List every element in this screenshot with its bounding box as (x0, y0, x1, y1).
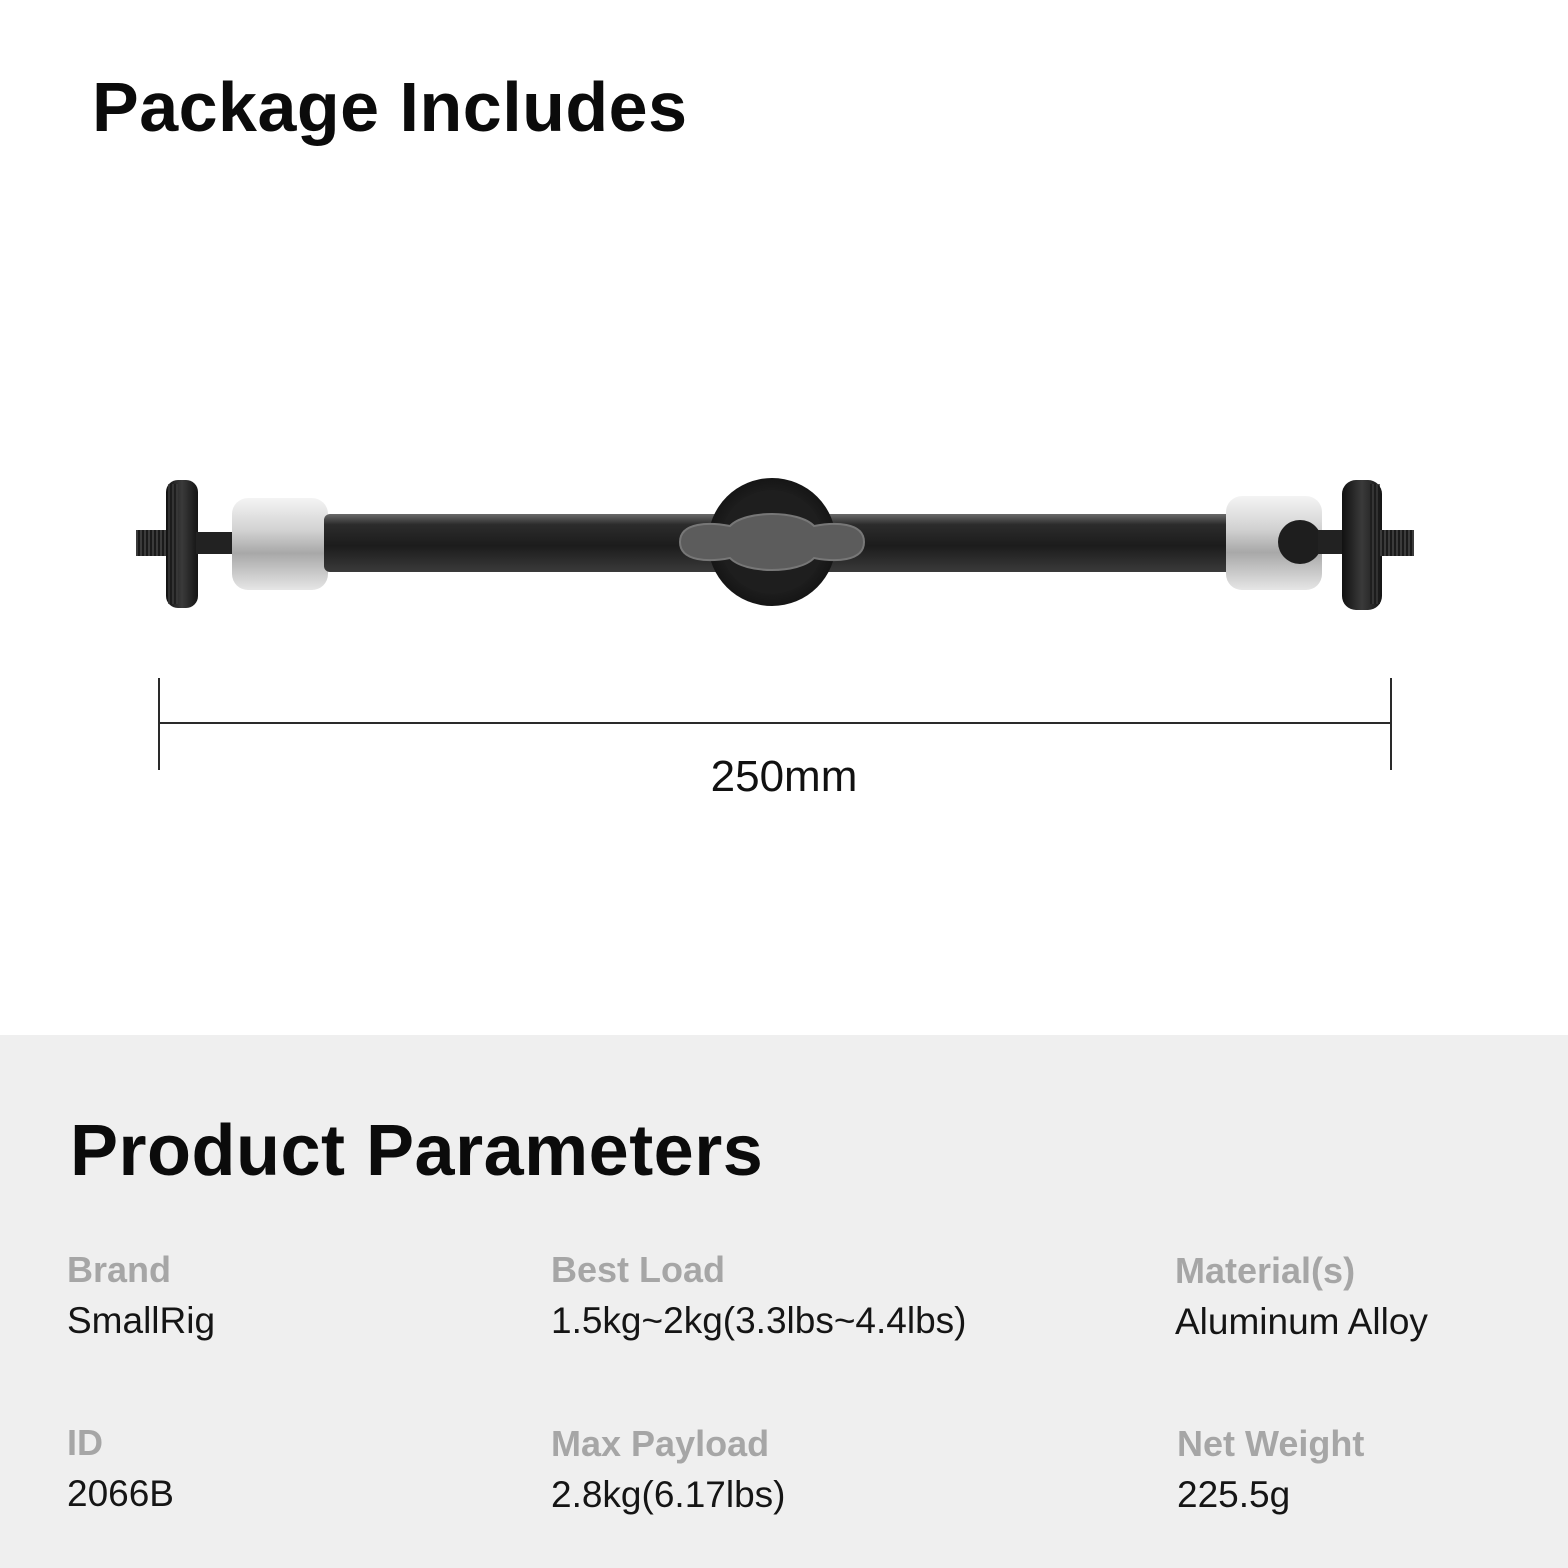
dimension-bar (158, 722, 1392, 724)
param-value: 1.5kg~2kg(3.3lbs~4.4lbs) (551, 1300, 967, 1341)
param-materials (1175, 1250, 1428, 1342)
package-title: Package Includes (92, 68, 688, 146)
param-value: 225.5g (1177, 1474, 1291, 1515)
param-label: Net Weight (1177, 1423, 1365, 1464)
dimension-label: 250mm (710, 752, 858, 801)
param-label: ID (67, 1422, 103, 1463)
parameters-section (0, 1035, 1568, 1568)
param-id (67, 1422, 174, 1514)
param-best-load (551, 1249, 967, 1341)
param-label: Material(s) (1175, 1250, 1356, 1291)
param-net-weight (1177, 1423, 1365, 1515)
param-value: Aluminum Alloy (1175, 1301, 1428, 1342)
magic-arm-rod-icon (120, 460, 1450, 620)
param-label: Brand (67, 1249, 172, 1290)
parameters-title: Product Parameters (70, 1111, 764, 1191)
param-value: 2.8kg(6.17lbs) (551, 1474, 786, 1515)
param-max-payload (551, 1423, 786, 1515)
param-label: Best Load (551, 1249, 726, 1290)
param-label: Max Payload (551, 1423, 770, 1464)
param-value: 2066B (67, 1473, 174, 1514)
param-value: SmallRig (67, 1300, 216, 1341)
param-brand (67, 1249, 216, 1341)
